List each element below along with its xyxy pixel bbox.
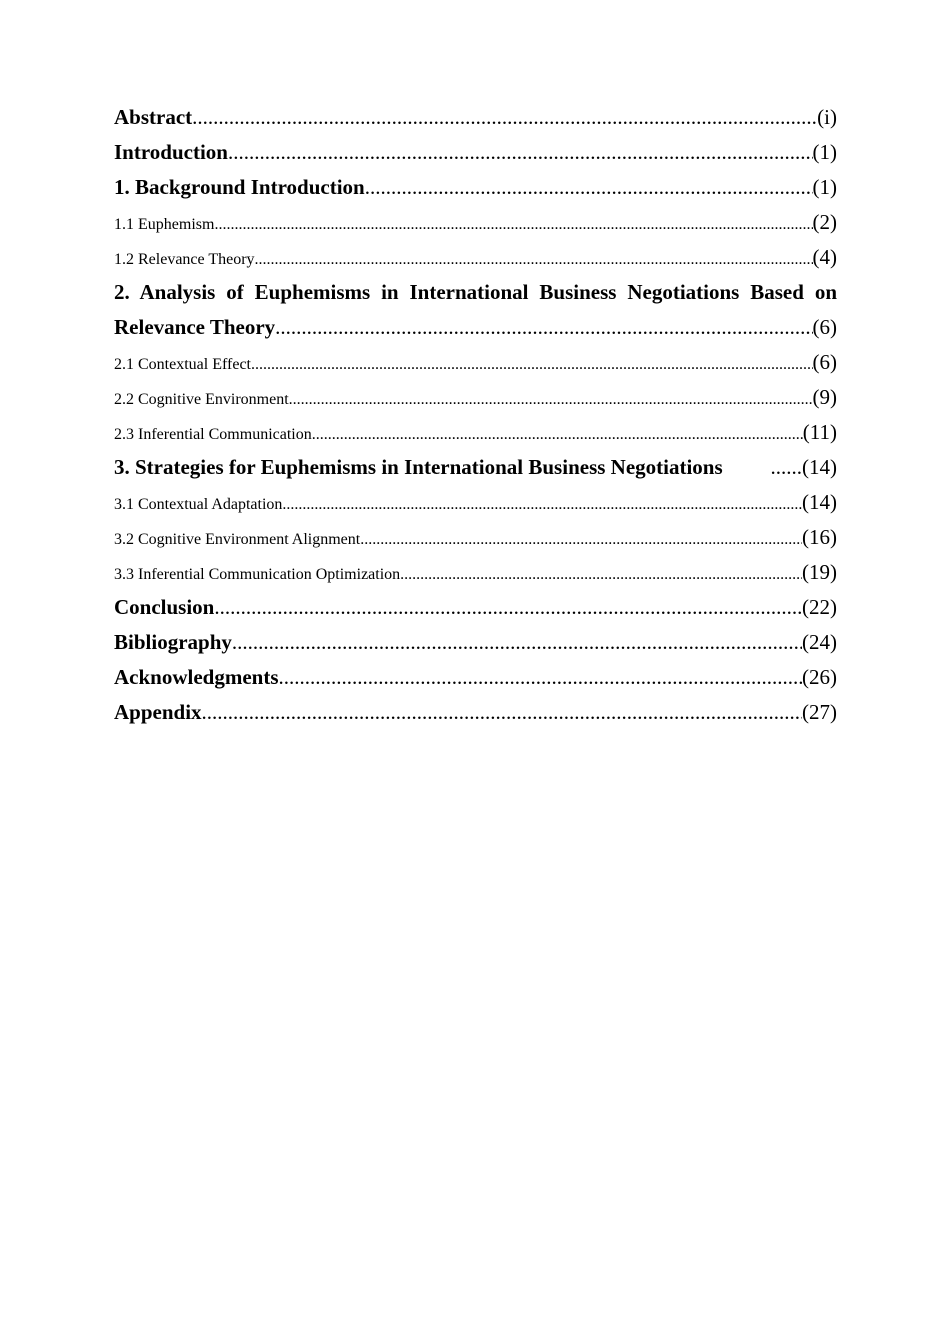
toc-entry-title: Abstract <box>114 105 193 129</box>
toc-entry-title: 3.3 Inferential Communication Optimization <box>114 566 401 583</box>
dot-leader <box>275 310 812 345</box>
toc-entry-bibliography[interactable] <box>114 625 837 660</box>
dot-leader <box>771 450 803 485</box>
toc-entry-inferential-communication-optimization[interactable] <box>114 555 837 590</box>
toc-entry-cognitive-environment-alignment[interactable] <box>114 520 837 555</box>
toc-entry-page: (22) <box>802 595 837 619</box>
toc-entry-title: 3.2 Cognitive Environment Alignment <box>114 531 361 548</box>
dot-leader <box>360 522 802 555</box>
toc-entry-page: (14) <box>802 490 837 514</box>
toc-entry-page: (i) <box>817 105 837 129</box>
dot-leader <box>289 382 813 415</box>
dot-leader <box>365 170 813 205</box>
toc-entry-page: (26) <box>802 665 837 689</box>
toc-entry-contextual-adaptation[interactable] <box>114 485 837 520</box>
toc-entry-page: (14) <box>802 455 837 479</box>
toc-entry-page: (24) <box>802 630 837 654</box>
toc-entry-title: 1.2 Relevance Theory <box>114 251 255 268</box>
toc-entry-title: Introduction <box>114 140 228 164</box>
toc-entry-page: (19) <box>802 560 837 584</box>
toc-entry-second-line <box>114 310 837 345</box>
toc-entry-inferential-communication[interactable] <box>114 415 837 450</box>
toc-entry-title: Appendix <box>114 700 202 724</box>
dot-leader <box>214 207 812 240</box>
toc-entry-title: Bibliography <box>114 630 232 654</box>
toc-entry-introduction[interactable] <box>114 135 837 170</box>
toc-entry-abstract[interactable] <box>114 100 837 135</box>
dot-leader <box>251 347 813 380</box>
toc-entry-page: (2) <box>812 210 837 234</box>
toc-entry-analysis-of-euphemisms[interactable] <box>114 275 837 345</box>
dot-leader <box>400 557 802 590</box>
toc-entry-page: (6) <box>812 315 837 339</box>
toc-entry-title: 2.3 Inferential Communication <box>114 426 312 443</box>
dot-leader <box>312 417 803 450</box>
toc-entry-page: (11) <box>802 420 837 444</box>
toc-entry-title: 3.1 Contextual Adaptation <box>114 496 283 513</box>
toc-entry-page: (1) <box>812 140 837 164</box>
dot-leader <box>282 487 802 520</box>
toc-entry-page: (16) <box>802 525 837 549</box>
toc-entry-contextual-effect[interactable] <box>114 345 837 380</box>
toc-entry-title: 3. Strategies for Euphemisms in International Business Negotiations <box>114 455 723 479</box>
dot-leader <box>255 242 813 275</box>
toc-entry-background-introduction[interactable] <box>114 170 837 205</box>
toc-entry-title: 2.1 Contextual Effect <box>114 356 251 373</box>
toc-entry-title-line1: 2. Analysis of Euphemisms in International Business Negotiations Based on <box>114 280 837 304</box>
toc-entry-page: (1) <box>812 175 837 199</box>
toc-entry-title-line2: Relevance Theory <box>114 315 276 339</box>
toc-entry-cognitive-environment[interactable] <box>114 380 837 415</box>
dot-leader <box>279 660 802 695</box>
dot-leader <box>232 625 802 660</box>
toc-entry-euphemism[interactable] <box>114 205 837 240</box>
toc-entry-title: 2.2 Cognitive Environment <box>114 391 289 408</box>
toc-entry-page: (27) <box>802 700 837 724</box>
table-of-contents <box>114 100 837 730</box>
toc-entry-strategies-for-euphemisms[interactable] <box>114 450 837 485</box>
toc-entry-page: (9) <box>812 385 837 409</box>
toc-entry-page: (4) <box>812 245 837 269</box>
toc-entry-title: 1.1 Euphemism <box>114 216 215 233</box>
toc-entry-acknowledgments[interactable] <box>114 660 837 695</box>
toc-entry-title: Conclusion <box>114 595 215 619</box>
toc-entry-page: (6) <box>812 350 837 374</box>
toc-entry-appendix[interactable] <box>114 695 837 730</box>
dot-leader <box>228 135 813 170</box>
toc-entry-title: Acknowledgments <box>114 665 279 689</box>
toc-entry-title: 1. Background Introduction <box>114 175 365 199</box>
dot-leader <box>214 590 802 625</box>
toc-entry-conclusion[interactable] <box>114 590 837 625</box>
dot-leader <box>192 100 817 135</box>
toc-entry-relevance-theory[interactable] <box>114 240 837 275</box>
dot-leader <box>202 695 802 730</box>
